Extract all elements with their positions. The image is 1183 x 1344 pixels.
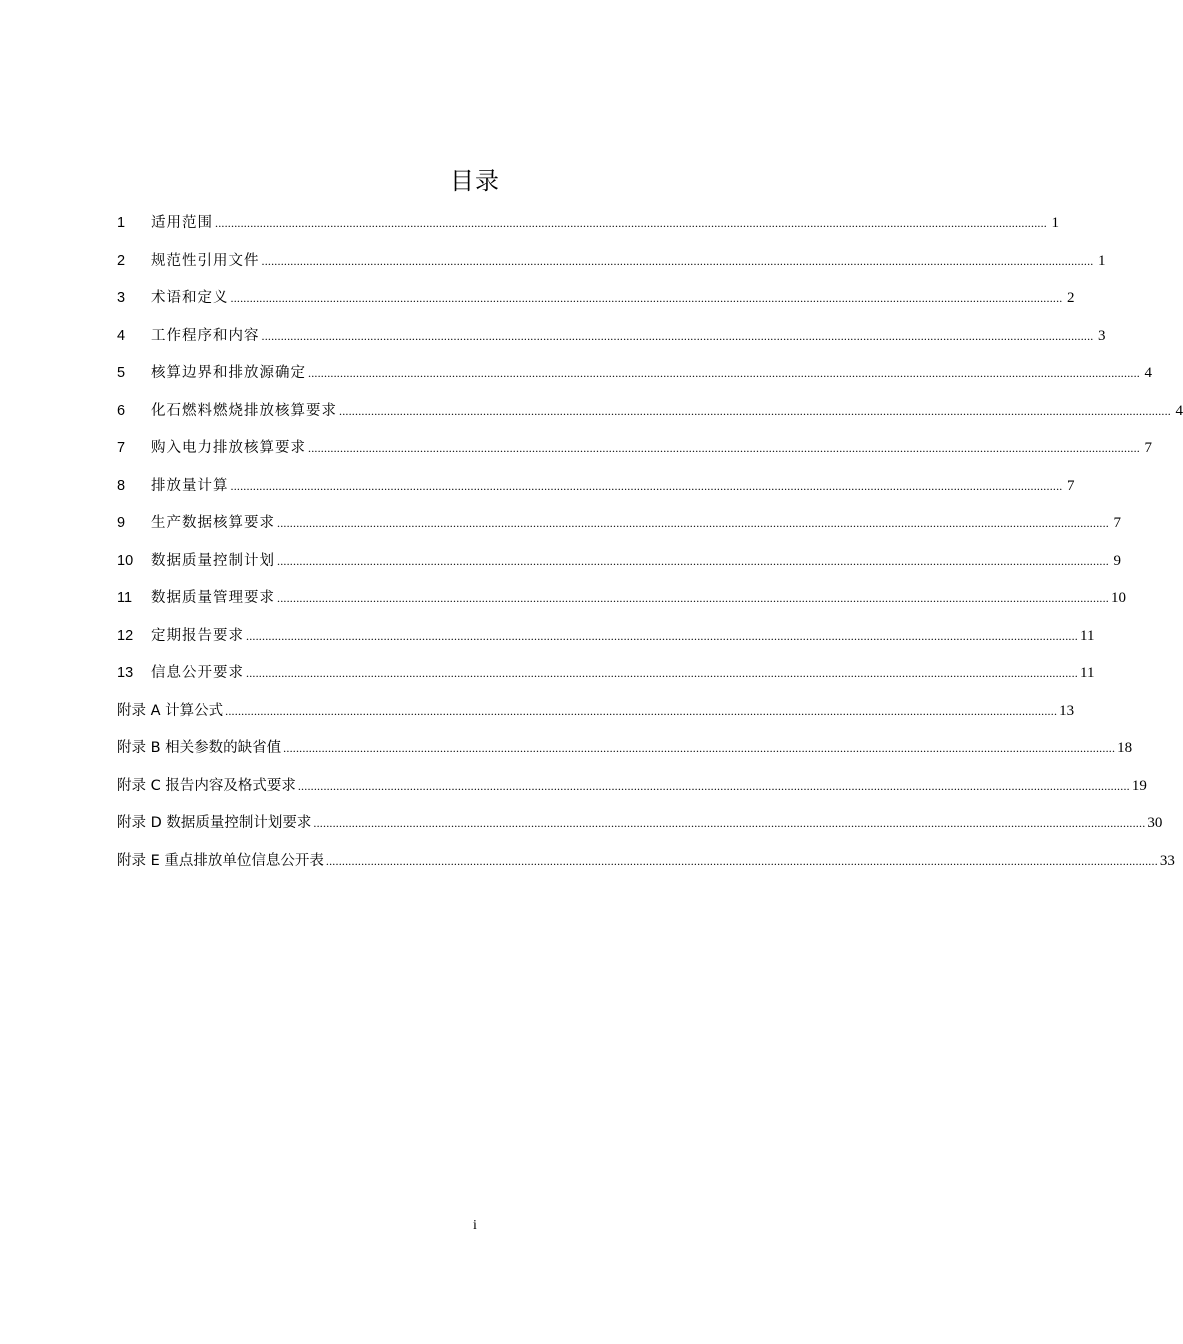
toc-entry-label: 术语和定义 xyxy=(151,290,229,306)
toc-entry-appendix[interactable] xyxy=(117,771,1147,809)
toc-entry-label: 信息公开要求 xyxy=(151,665,244,681)
toc-entry-page: 1 xyxy=(1098,252,1106,269)
toc-entry-number: 6 xyxy=(117,402,126,419)
toc-entry-number: 1 xyxy=(117,215,126,231)
toc-entry-page: 7 xyxy=(1067,477,1075,494)
toc-entry-label: 定期报告要求 xyxy=(151,627,244,644)
toc-entry-label: 购入电力排放核算要求 xyxy=(151,440,306,456)
toc-entry-label: 附录 E 重点排放单位信息公开表 xyxy=(117,852,324,869)
toc-entry-page: 4 xyxy=(1144,365,1152,381)
toc-entry-label: 化石燃料燃烧排放核算要求 xyxy=(151,402,337,419)
toc-entry[interactable] xyxy=(117,471,1075,509)
toc-entry[interactable] xyxy=(117,433,1152,471)
toc-entry-label: 生产数据核算要求 xyxy=(151,515,275,531)
toc-entry-label: 附录 A 计算公式 xyxy=(117,702,224,719)
toc-leader-dots: .................................................................................................................................................................................................................................................................... xyxy=(261,328,1094,343)
toc-entry-appendix[interactable] xyxy=(117,696,1075,734)
toc-entry-appendix[interactable] xyxy=(117,733,1133,771)
toc-entry-number: 11 xyxy=(117,590,133,606)
toc-entry-page: 4 xyxy=(1175,402,1183,419)
toc-entry-number: 10 xyxy=(117,552,134,569)
toc-leader-dots: .................................................................................................................................................................................................................................................................... xyxy=(339,403,1171,418)
toc-leader-dots: .................................................................................................................................................................................................................................................................... xyxy=(246,666,1078,680)
toc-leader-dots: .................................................................................................................................................................................................................................................................... xyxy=(246,628,1078,643)
toc-entry[interactable] xyxy=(117,396,1183,434)
toc-entry[interactable] xyxy=(117,546,1121,584)
toc-entry[interactable] xyxy=(117,246,1106,284)
toc-entry-page: 18 xyxy=(1117,740,1133,756)
toc-entry[interactable] xyxy=(117,508,1121,546)
toc-leader-dots: .................................................................................................................................................................................................................................................................... xyxy=(215,216,1047,230)
toc-entry[interactable] xyxy=(117,358,1152,396)
toc-leader-dots: .................................................................................................................................................................................................................................................................... xyxy=(308,441,1140,455)
toc-entry[interactable] xyxy=(117,658,1095,696)
toc-entry-number: 13 xyxy=(117,665,134,681)
toc-entry-page: 2 xyxy=(1067,290,1075,306)
toc-entry-page: 11 xyxy=(1080,665,1095,681)
toc-leader-dots: .................................................................................................................................................................................................................................................................... xyxy=(297,778,1130,793)
toc-entry-page: 30 xyxy=(1147,815,1163,831)
toc-entry-page: 13 xyxy=(1059,702,1075,719)
toc-entry-number: 5 xyxy=(117,365,126,381)
toc-entry[interactable] xyxy=(117,321,1106,359)
toc-entry-label: 数据质量管理要求 xyxy=(151,590,275,606)
toc-leader-dots: .................................................................................................................................................................................................................................................................... xyxy=(308,366,1140,380)
toc-leader-dots: .................................................................................................................................................................................................................................................................... xyxy=(261,253,1094,268)
toc-leader-dots: .................................................................................................................................................................................................................................................................... xyxy=(225,703,1058,718)
toc-leader-dots: .................................................................................................................................................................................................................................................................... xyxy=(313,816,1146,830)
toc-entry-appendix[interactable] xyxy=(117,846,1175,884)
toc-title: 目录 xyxy=(450,167,500,195)
toc-leader-dots: .................................................................................................................................................................................................................................................................... xyxy=(277,516,1109,530)
toc-entry-page: 19 xyxy=(1131,777,1147,794)
toc-entry-page: 7 xyxy=(1144,440,1152,456)
toc-entry-label: 数据质量控制计划 xyxy=(151,552,275,569)
toc-entry-number: 4 xyxy=(117,327,126,344)
toc-entry-page: 10 xyxy=(1111,590,1126,606)
toc-entry-page: 33 xyxy=(1159,852,1175,869)
toc-entry-page: 11 xyxy=(1080,627,1095,644)
toc-entry-label: 附录 C 报告内容及格式要求 xyxy=(117,777,296,794)
table-of-contents xyxy=(117,208,1183,883)
toc-entry-label: 排放量计算 xyxy=(151,477,229,494)
toc-leader-dots: .................................................................................................................................................................................................................................................................... xyxy=(283,741,1116,755)
toc-entry-number: 7 xyxy=(117,440,126,456)
toc-entry-label: 附录 B 相关参数的缺省值 xyxy=(117,740,282,756)
toc-entry-page: 7 xyxy=(1113,515,1121,531)
toc-entry-page: 9 xyxy=(1113,552,1121,569)
toc-entry-label: 核算边界和排放源确定 xyxy=(151,365,306,381)
toc-entry-label: 附录 D 数据质量控制计划要求 xyxy=(117,815,312,831)
toc-leader-dots: .................................................................................................................................................................................................................................................................... xyxy=(230,291,1063,305)
toc-leader-dots: .................................................................................................................................................................................................................................................................... xyxy=(277,591,1109,605)
toc-entry-number: 3 xyxy=(117,290,126,306)
toc-leader-dots: .................................................................................................................................................................................................................................................................... xyxy=(277,553,1109,568)
toc-entry-number: 8 xyxy=(117,477,126,494)
toc-entry-label: 适用范围 xyxy=(151,215,213,231)
page-number-footer: i xyxy=(473,1218,477,1233)
toc-entry-number: 12 xyxy=(117,627,134,644)
toc-entry-label: 规范性引用文件 xyxy=(151,252,260,269)
toc-entry-appendix[interactable] xyxy=(117,808,1163,846)
toc-entry[interactable] xyxy=(117,283,1075,321)
toc-entry-label: 工作程序和内容 xyxy=(151,327,260,344)
toc-entry-number: 9 xyxy=(117,515,126,531)
toc-entry-page: 1 xyxy=(1051,215,1059,231)
toc-leader-dots: .................................................................................................................................................................................................................................................................... xyxy=(230,478,1063,493)
toc-entry[interactable] xyxy=(117,583,1126,621)
toc-entry-number: 2 xyxy=(117,252,126,269)
toc-entry-page: 3 xyxy=(1098,327,1106,344)
toc-entry[interactable] xyxy=(117,208,1059,246)
toc-entry[interactable] xyxy=(117,621,1095,659)
toc-leader-dots: .................................................................................................................................................................................................................................................................... xyxy=(325,853,1158,868)
